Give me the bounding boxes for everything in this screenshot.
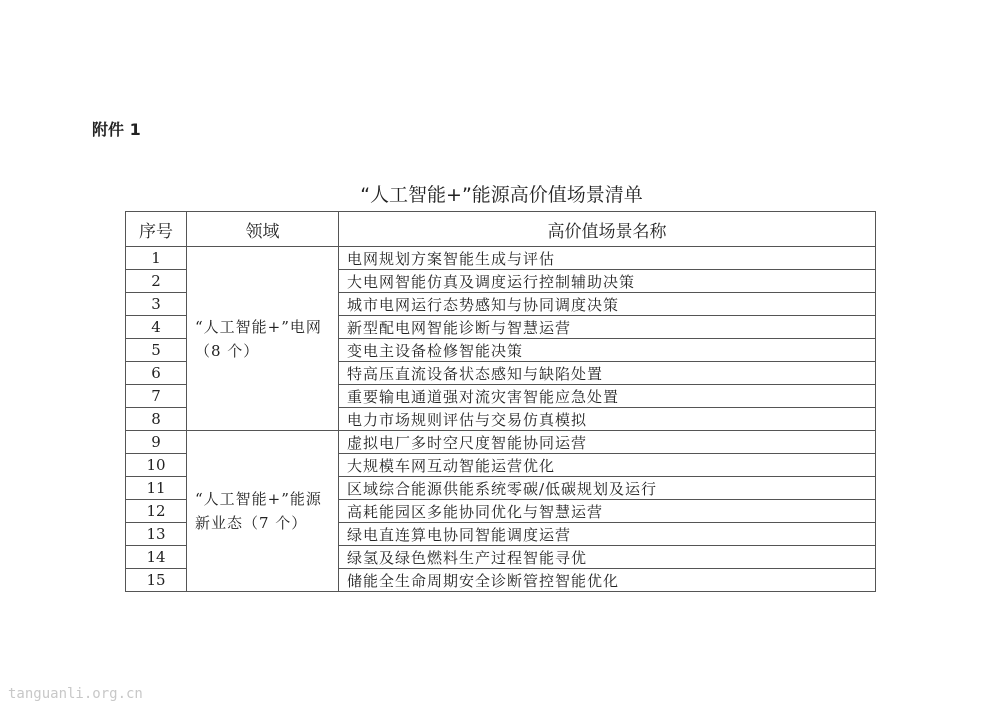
row-number: 2 — [126, 270, 187, 293]
scene-name: 绿氢及绿色燃料生产过程智能寻优 — [339, 546, 876, 569]
header-scene-name: 高价值场景名称 — [339, 212, 876, 247]
scene-name: 绿电直连算电协同智能调度运营 — [339, 523, 876, 546]
row-number: 6 — [126, 362, 187, 385]
document-title: “人工智能+”能源高价值场景清单 — [360, 184, 643, 206]
row-number: 13 — [126, 523, 187, 546]
table-row — [126, 431, 876, 454]
scene-name: 虚拟电厂多时空尺度智能协同运营 — [339, 431, 876, 454]
scene-name: 电力市场规则评估与交易仿真模拟 — [339, 408, 876, 431]
scene-name: 变电主设备检修智能决策 — [339, 339, 876, 362]
row-number: 4 — [126, 316, 187, 339]
row-number: 11 — [126, 477, 187, 500]
row-number: 1 — [126, 247, 187, 270]
row-number: 8 — [126, 408, 187, 431]
scene-name: 区域综合能源供能系统零碳/低碳规划及运行 — [339, 477, 876, 500]
scene-name: 新型配电网智能诊断与智慧运营 — [339, 316, 876, 339]
scenario-table — [125, 211, 876, 592]
row-number: 5 — [126, 339, 187, 362]
scene-name: 储能全生命周期安全诊断管控智能优化 — [339, 569, 876, 592]
header-number: 序号 — [126, 212, 187, 247]
table-header-row — [126, 212, 876, 247]
scene-name: 大规模车网互动智能运营优化 — [339, 454, 876, 477]
row-number: 7 — [126, 385, 187, 408]
domain-cell: “人工智能+”能源新业态（7 个） — [187, 431, 339, 592]
header-domain: 领域 — [187, 212, 339, 247]
table-row — [126, 247, 876, 270]
row-number: 12 — [126, 500, 187, 523]
row-number: 9 — [126, 431, 187, 454]
scene-name: 城市电网运行态势感知与协同调度决策 — [339, 293, 876, 316]
watermark: tanguanli.org.cn — [8, 686, 143, 702]
scene-name: 重要输电通道强对流灾害智能应急处置 — [339, 385, 876, 408]
scene-name: 电网规划方案智能生成与评估 — [339, 247, 876, 270]
scene-name: 高耗能园区多能协同优化与智慧运营 — [339, 500, 876, 523]
row-number: 10 — [126, 454, 187, 477]
row-number: 3 — [126, 293, 187, 316]
scene-name: 特高压直流设备状态感知与缺陷处置 — [339, 362, 876, 385]
attachment-label: 附件 1 — [92, 120, 141, 139]
domain-cell: “人工智能+”电网（8 个） — [187, 247, 339, 431]
scene-name: 大电网智能仿真及调度运行控制辅助决策 — [339, 270, 876, 293]
row-number: 15 — [126, 569, 187, 592]
row-number: 14 — [126, 546, 187, 569]
